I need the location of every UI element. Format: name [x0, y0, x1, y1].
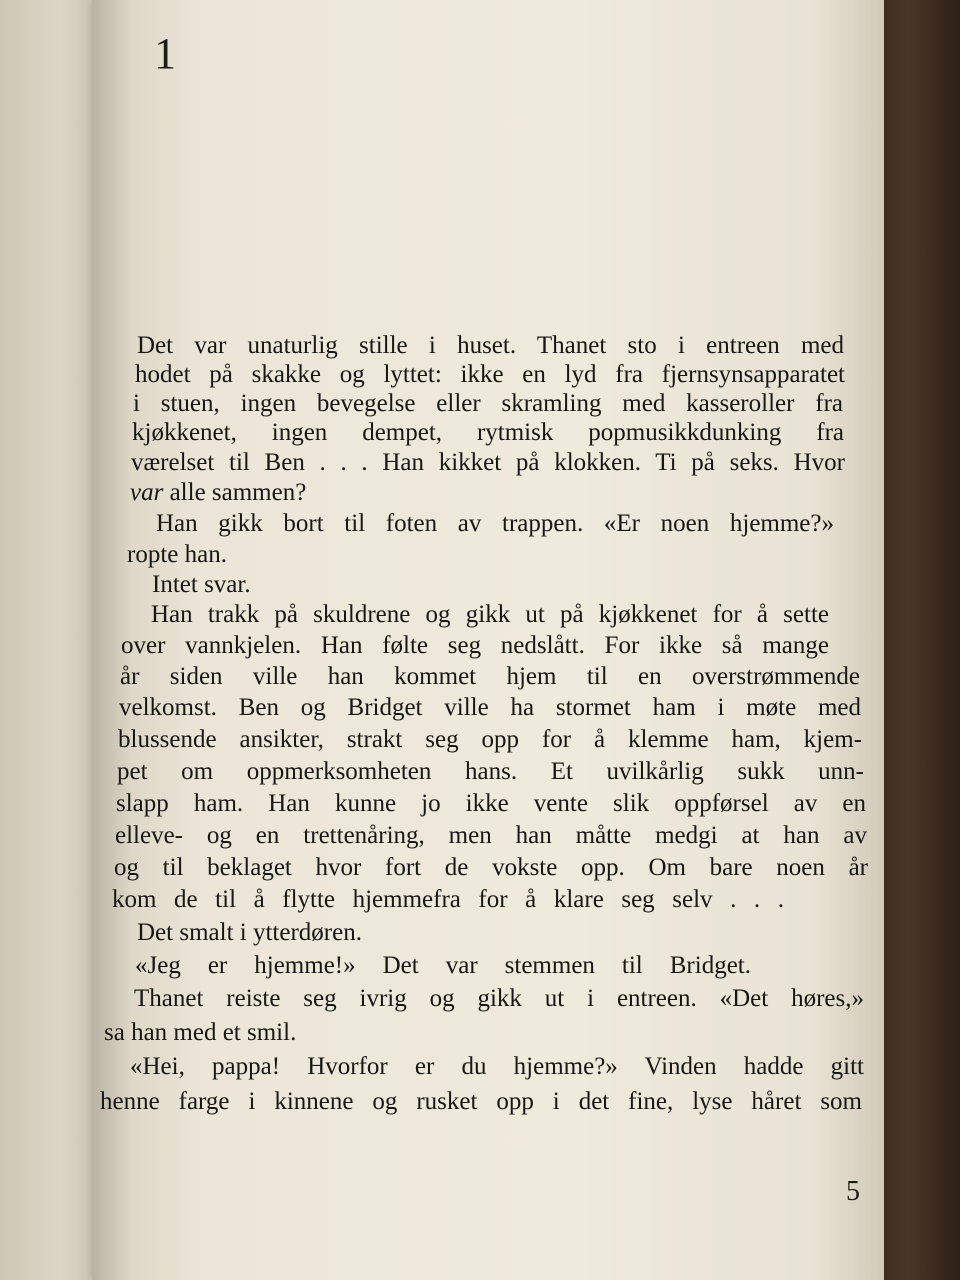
text-line: «Jeg er hjemme!» Det var stemmen til Bridget. [135, 952, 751, 979]
text-line: Intet svar. [152, 571, 251, 598]
text-line: over vannkjelen. Han følte seg nedslått. For ikke så mange [121, 632, 829, 659]
text-line: blussende ansikter, strakt seg opp for å klemme ham, kjem- [118, 726, 862, 753]
text-line: Han gikk bort til foten av trappen. «Er noen hjemme?» [156, 510, 834, 537]
text-line: værelset til Ben . . . Han kikket på klokken. Ti på seks. Hvor [131, 449, 845, 476]
text-line: ropte han. [127, 541, 227, 568]
text-line: sa han med et smil. [104, 1019, 297, 1046]
text-line: Det var unaturlig stille i huset. Thanet sto i entreen med [137, 332, 844, 359]
text-line: var alle sammen? [130, 479, 307, 506]
text-line: elleve- og en trettenåring, men han måtte medgi at han av [115, 822, 867, 849]
text-line: kom de til å flytte hjemmefra for å klare seg selv . . . [112, 886, 784, 913]
text-line: i stuen, ingen bevegelse eller skramling med kasseroller fra [133, 390, 843, 417]
text-line: kjøkkenet, ingen dempet, rytmisk popmusikkdunking fra [132, 419, 844, 446]
text-line: og til beklaget hvor fort de vokste opp. Om bare noen år [114, 854, 868, 881]
text-line: velkomst. Ben og Bridget ville ha stormet ham i møte med [119, 694, 861, 721]
text-line: år siden ville han kommet hjem til en overstrømmende [120, 663, 860, 690]
text-line: «Hei, pappa! Hvorfor er du hjemme?» Vinden hadde gitt [130, 1053, 864, 1080]
background [884, 0, 960, 1280]
text-line: henne farge i kinnene og rusket opp i det fine, lyse håret som [100, 1088, 862, 1115]
chapter-number: 1 [154, 29, 176, 78]
text-line: pet om oppmerksomheten hans. Et uvilkårlig sukk unn- [117, 758, 864, 785]
text-line: Det smalt i ytterdøren. [137, 919, 362, 946]
text-line: slapp ham. Han kunne jo ikke vente slik oppførsel av en [116, 790, 866, 817]
page-number: 5 [846, 1176, 860, 1207]
text-line: Han trakk på skuldrene og gikk ut på kjøkkenet for å sette [151, 601, 829, 628]
text-line: hodet på skakke og lyttet: ikke en lyd fra fjernsynsapparatet [135, 361, 845, 388]
text-line: Thanet reiste seg ivrig og gikk ut i entreen. «Det høres,» [134, 985, 864, 1012]
